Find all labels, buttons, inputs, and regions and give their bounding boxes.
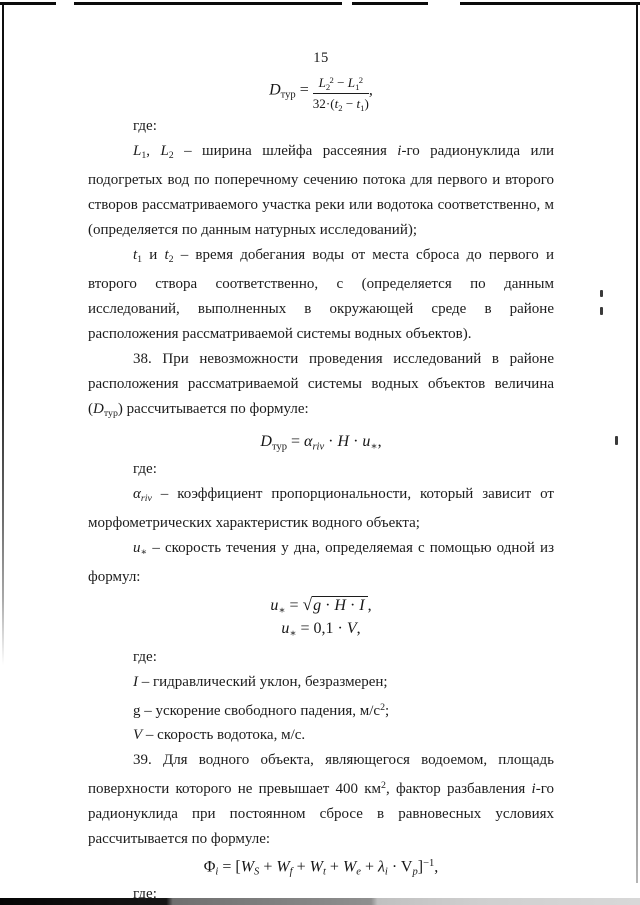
definition-stream-velocity: V – скорость водотока, м/с. [133,727,306,744]
paragraph-item-38: 38. При невозможности проведения исследований в районе расположения рассматриваемой системы водных объектов величина $(D_{тур})$ рассчитывается по формуле: [88,351,554,420]
paragraph-l1-l2-definition: $L_1$, $L_2$ – ширина шлейфа рассеяния i-го радионуклида или подогретых вод по поперечному сечению потока для первого и второго створов рассматриваемого участка реки или водотока соответственно, м (определяется по данным натурных исследований); [88,143,555,239]
page-border-left [2,5,4,665]
page-content [88,0,554,905]
formula-turbulent-diffusion-empirical: $D_{тур}$ = $\frac{L_2^2 - L_1^2}{32\cdot(t_2 - t_1)}$ , [269,74,373,113]
scan-speck [615,436,618,445]
where-label: где: [133,886,157,903]
page-number: 15 [313,50,329,66]
scan-speck [600,290,603,297]
formula-u-star-sqrt: $u_∗ = √g \cdot H \cdot I$ , [270,595,372,617]
definition-hydraulic-slope: I – гидравлический уклон, безразмерен; [133,673,388,690]
definition-gravity-acceleration: g – ускорение свободного падения, $м/с^2$; [133,701,390,719]
where-label: где: [133,648,157,665]
paragraph-alpha-riv-definition: $\alpha_{riv}$ – коэффициент пропорциональности, который зависит от морфометрических характеристик водного объекта; [88,486,554,532]
where-label: где: [133,118,157,135]
scan-speck [600,307,603,315]
formula-u-star-velocity: $u_∗ = 0,1 \cdot V$, [281,619,361,640]
paragraph-t1-t2-definition: $t_1$ и $t_2$ – время добегания воды от места сброса до первого и второго створа соответственно, с (определяется по данным исследований, выполненных в окружающей среде в районе расположения рассматриваемой системы водных объектов). [88,247,554,343]
paragraph-u-star-definition: $u_∗$ – скорость течения у дна, определяемая с помощью одной из формул: [88,540,554,586]
where-label: где: [133,461,157,478]
page-border-right [636,3,638,883]
formula-dilution-factor: $\Phi_i = [W_S + W_f + W_t + W_e + \lambda_i \cdot V_p]^{-1}$, [203,858,439,879]
paragraph-item-39: 39. Для водного объекта, являющегося водоемом, площадь поверхности которого не превышает 400 $км^2$, фактор разбавления i-го радионуклида при постоянном сбросе в равновесных условиях рассчитывается по формуле: [88,752,554,848]
formula-turbulent-diffusion-alpha: $D_{тур} = \alpha_{riv} \cdot H \cdot u_∗$, [260,432,382,452]
